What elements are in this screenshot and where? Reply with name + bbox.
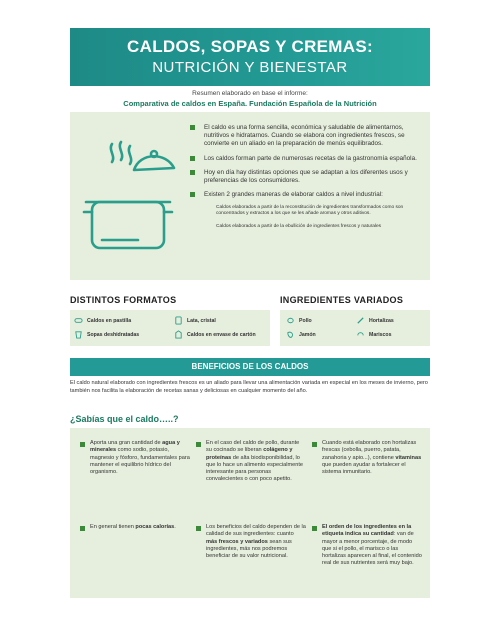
report-source [70,90,430,108]
beneficios-text: El caldo natural elaborado con ingredientes frescos es un aliado para llevar una alimentación variada en especial en los meses de invierno, pero también nos facilita la elaboración de recetas sanas y deliciosas en cualquier momento del año. [70,380,428,394]
intro-bullet: El caldo es una forma sencilla, económica y saludable de alimentarnos, nutritivos e hidratarnos. Cuando se elabora con ingredientes frescos, se convierte en un aliado en la preparación de menús equilibrados. [190,124,422,149]
sabias-card: Cuando está elaborado con hortalizas frescas (cebolla, puerro, patata, zanahoria y apio...), contiene vitaminas que pueden ayudar a fortalecer el sistema inmunitario. [312,440,422,476]
ingrediente-item: Jamón [286,330,316,339]
intro-panel [70,112,430,280]
intro-bullet: Existen 2 grandes maneras de elaborar caldos a nivel industrial: [190,191,422,199]
beneficios-title: BENEFICIOS DE LOS CALDOS [70,358,430,376]
ingrediente-item: Mariscos [356,330,392,339]
formatos-grid [70,310,270,346]
formato-item: Caldos en pastilla [74,316,131,325]
formato-item: Lata, cristal [174,316,216,325]
formato-item: Sopas deshidratadas [74,330,139,339]
cooking-pot-icon [78,130,178,260]
sabias-title: ¿Sabías que el caldo…..? [70,414,179,424]
shrimp-icon [356,330,365,339]
ingredientes-grid [280,310,430,346]
intro-bullets [190,124,422,237]
pill-icon [74,316,83,325]
can-icon [174,316,183,325]
carton-icon [174,330,183,339]
chicken-icon [286,316,295,325]
sabias-panel [70,428,430,598]
intro-sub: Caldos elaborados a partir de la reconstitución de ingredientes transformados como son concentrados y extractos a los que se les añade aromas y otros aditivos. [216,205,404,217]
sabias-card: En el caso del caldo de pollo, durante su cocinado se liberan colágeno y proteínas de alta biodisponibilidad, lo que lo hace un alimento especialmente interesante para personas convalecientes o con poco apetito. [196,440,306,484]
sabias-card: Los beneficios del caldo dependen de la calidad de sus ingredientes: cuanto más frescos y variados sean sus ingredientes, más nos podremos beneficiar de su valor nutricional. [196,524,306,560]
title-line1: CALDOS, SOPAS Y CREMAS: [127,37,373,56]
sabias-card: El orden de los ingredientes en la etiqueta indica su cantidad: van de mayor a menor porcentaje, de modo que si el pollo, el marisco o las hortalizas aparecen al final, el contenido real de sus nutrientes será muy bajo. [312,524,422,568]
intro-sub: Caldos elaborados a partir de la ebullición de ingredientes frescos y naturales [216,224,382,230]
sabias-card: En general tienen pocas calorías. [80,524,190,531]
ingredientes-title: INGREDIENTES VARIADOS [280,295,404,305]
report-intro: Resumen elaborado en base el informe: [192,90,308,97]
packet-icon [74,330,83,339]
header-banner [70,28,430,86]
intro-bullet: Hoy en día hay distintas opciones que se adaptan a los diferentes usos y preferencias de los consumidores. [190,169,422,185]
ingrediente-item: Hortalizas [356,316,394,325]
formato-item: Caldos en envase de cartón [174,330,256,339]
carrot-icon [356,316,365,325]
intro-bullet: Los caldos forman parte de numerosas recetas de la gastronomía española. [190,155,422,163]
formatos-title: DISTINTOS FORMATOS [70,295,177,305]
ingrediente-item: Pollo [286,316,312,325]
ham-icon [286,330,295,339]
title-line2: NUTRICIÓN Y BIENESTAR [152,59,348,76]
report-title: Comparativa de caldos en España. Fundación Española de la Nutrición [123,99,377,108]
sabias-card: Aporta una gran cantidad de agua y minerales como sodio, potasio, magnesio y fósforo, fundamentales para mantener el equilibrio hídrico del organismo. [80,440,190,476]
